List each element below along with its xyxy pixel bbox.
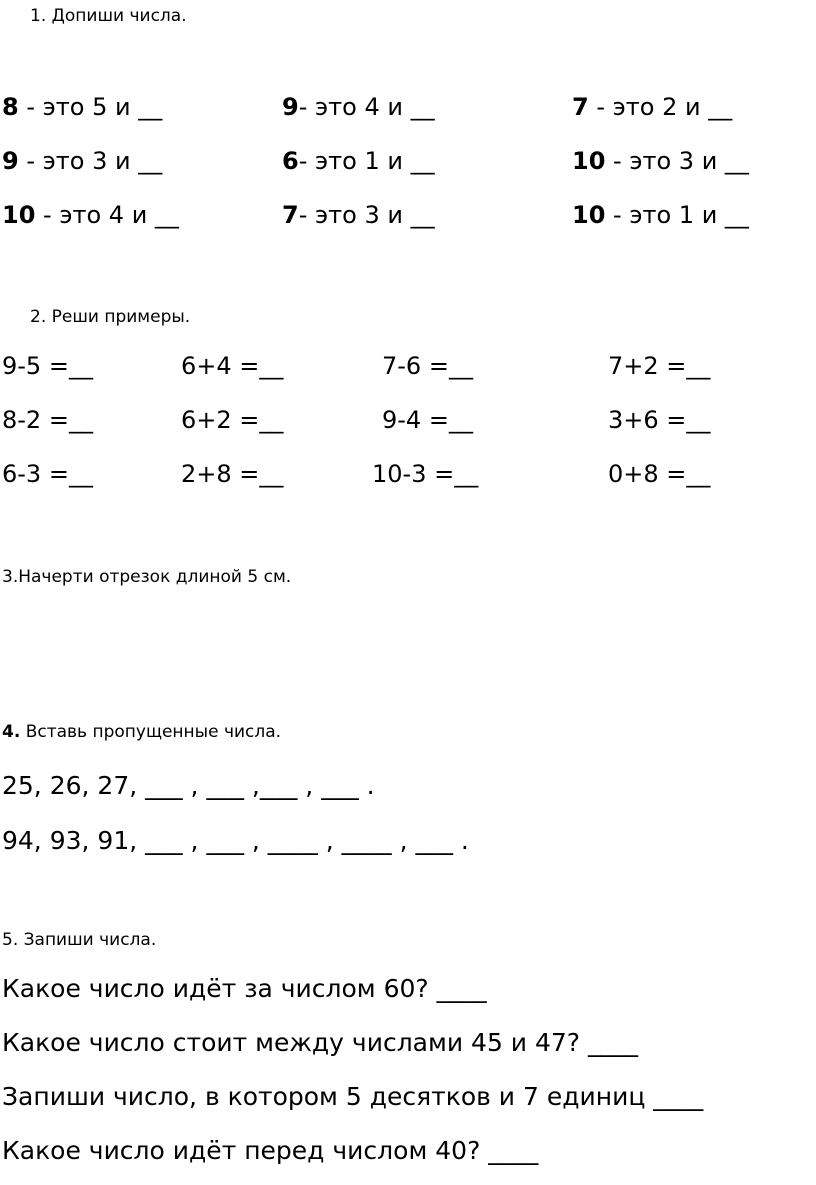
- task5-heading: 5. Запиши числа.: [2, 930, 157, 950]
- task3-heading: 3.Начерти отрезок длиной 5 см.: [2, 567, 292, 587]
- task1-item: 10 - это 1 и __: [572, 201, 749, 229]
- task5-question: Какое число идёт за числом 60? ____: [2, 974, 487, 1003]
- task1-item: 9 - это 3 и __: [2, 147, 163, 175]
- task2-example: 6+4 =__: [181, 352, 284, 380]
- task2-example: 3+6 =__: [608, 406, 711, 434]
- task4-line: 94, 93, 91, ___ , ___ , ____ , ____ , ___ .: [2, 826, 469, 855]
- task2-heading: 2. Реши примеры.: [30, 307, 191, 327]
- task2-example: 0+8 =__: [608, 460, 711, 488]
- task1-item: 10 - это 3 и __: [572, 147, 749, 175]
- task5-question: Какое число идёт перед числом 40? ____: [2, 1136, 539, 1165]
- task2-example: 2+8 =__: [181, 460, 284, 488]
- task1-item: 10 - это 4 и __: [2, 201, 179, 229]
- task2-example: 6+2 =__: [181, 406, 284, 434]
- task2-example: 8-2 =__: [2, 406, 93, 434]
- task4-heading: 4. Вставь пропущенные числа.: [2, 722, 282, 742]
- task1-item: 8 - это 5 и __: [2, 93, 163, 121]
- task1-item: 6- это 1 и __: [282, 147, 435, 175]
- task1-item: 7 - это 2 и __: [572, 93, 733, 121]
- task1-item: 9- это 4 и __: [282, 93, 435, 121]
- task1-item: 7- это 3 и __: [282, 201, 435, 229]
- task4-line: 25, 26, 27, ___ , ___ ,___ , ___ .: [2, 771, 375, 800]
- task2-example: 7-6 =__: [382, 352, 473, 380]
- task2-example: 7+2 =__: [608, 352, 711, 380]
- task2-example: 10-3 =__: [372, 460, 479, 488]
- task5-question: Какое число стоит между числами 45 и 47? ____: [2, 1028, 639, 1057]
- task2-example: 9-5 =__: [2, 352, 93, 380]
- task1-heading: 1. Допиши числа.: [30, 6, 187, 26]
- task5-question: Запиши число, в котором 5 десятков и 7 единиц ____: [2, 1082, 704, 1111]
- task2-example: 9-4 =__: [382, 406, 473, 434]
- task2-example: 6-3 =__: [2, 460, 93, 488]
